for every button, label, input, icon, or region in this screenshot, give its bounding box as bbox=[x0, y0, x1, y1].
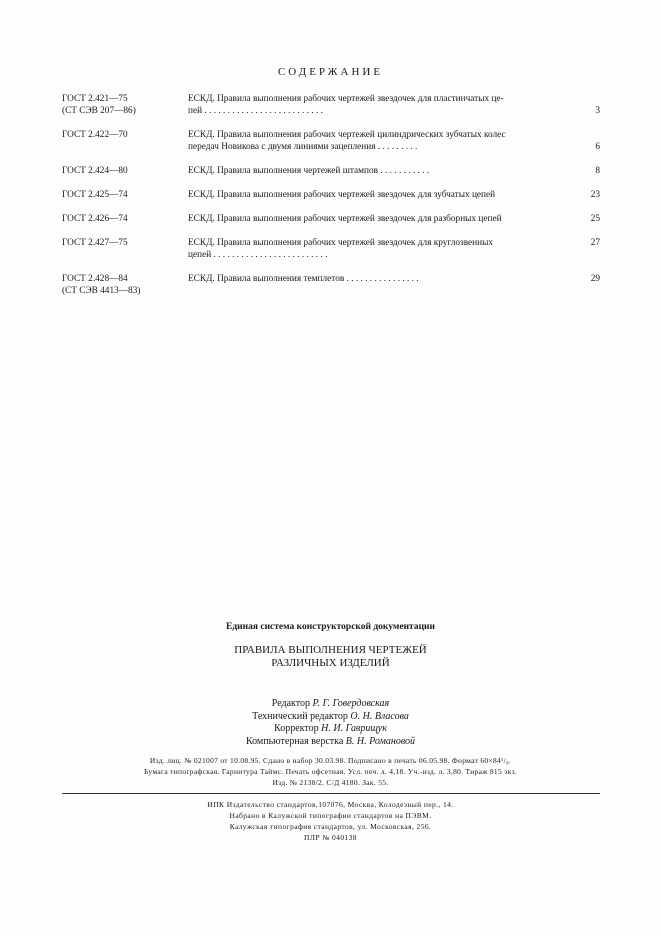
toc-code: ГОСТ 2.425—74 bbox=[62, 190, 128, 200]
toc-code: ГОСТ 2.427—75 bbox=[62, 238, 128, 248]
toc-title: ЕСКД. Правила выполнения рабочих чертежей звездочек для круглозвенных bbox=[188, 238, 494, 248]
credit-tech-editor: Технический редактор О. Н. Власова bbox=[252, 710, 409, 722]
toc-code-secondary: (СТ СЭВ 207—86) bbox=[62, 106, 136, 116]
series-name: Единая система конструкторской документации bbox=[226, 622, 435, 632]
publisher-line: Калужская типография стандартов, ул. Московская, 256. bbox=[229, 822, 432, 831]
toc-page-number: 25 bbox=[590, 214, 600, 224]
toc-page-number: 23 bbox=[590, 190, 600, 200]
imprint-line: Бумага типографская. Гарнитура Таймс. Печать офсетная. Усл. печ. л. 4,18. Уч.-изд. л. 3,80. Тираж 815 экз. bbox=[143, 767, 518, 776]
toc-title-cont: передач Новикова с двумя линиями зацепления . . . . . . . . . bbox=[188, 142, 418, 152]
divider bbox=[62, 793, 600, 794]
toc-code-secondary: (СТ СЭВ 4413—83) bbox=[62, 286, 141, 296]
toc-title: ЕСКД. Правила выполнения темплетов . . . . . . . . . . . . . . . . bbox=[188, 274, 419, 284]
credits bbox=[0, 698, 661, 748]
toc-page-number: 27 bbox=[590, 238, 600, 248]
toc-page-number: 29 bbox=[590, 274, 600, 284]
toc-title: ЕСКД. Правила выполнения рабочих чертежей звездочек для пластинчатых це- bbox=[188, 94, 504, 104]
toc-page-number: 8 bbox=[595, 166, 600, 176]
publisher-line: Набрано в Калужской типографии стандартов на ПЭВМ. bbox=[229, 811, 432, 820]
document-title-line: ПРАВИЛА ВЫПОЛНЕНИЯ ЧЕРТЕЖЕЙ bbox=[234, 644, 427, 656]
toc-code: ГОСТ 2.422—70 bbox=[62, 130, 128, 140]
toc-title: ЕСКД. Правила выполнения рабочих чертежей звездочек для зубчатых цепей bbox=[188, 190, 496, 200]
toc-title-cont: пей . . . . . . . . . . . . . . . . . . . . . . . . . . bbox=[188, 106, 323, 116]
document-title bbox=[0, 644, 661, 670]
imprint bbox=[0, 755, 661, 788]
publisher-info bbox=[0, 799, 661, 843]
toc-code: ГОСТ 2.426—74 bbox=[62, 214, 128, 224]
toc-title: ЕСКД. Правила выполнения рабочих чертежей звездочек для разборных цепей bbox=[188, 214, 502, 224]
document-title-line: РАЗЛИЧНЫХ ИЗДЕЛИЙ bbox=[271, 657, 390, 669]
toc-code: ГОСТ 2.421—75 bbox=[62, 94, 128, 104]
toc-title-cont: цепей . . . . . . . . . . . . . . . . . . . . . . . . . bbox=[188, 250, 328, 260]
toc-code: ГОСТ 2.424—80 bbox=[62, 166, 128, 176]
toc-code: ГОСТ 2.428—84 bbox=[62, 274, 128, 284]
credit-proofreader: Корректор Н. И. Гаврищук bbox=[274, 723, 387, 734]
toc-title: ЕСКД. Правила выполнения чертежей штампов . . . . . . . . . . . bbox=[188, 166, 430, 176]
imprint-line: Изд. № 2138/2. С/Д 4180. Зак. 55. bbox=[272, 778, 389, 787]
credit-editor: Редактор Р. Г. Говердовская bbox=[271, 698, 390, 709]
imprint-line: Изд. лиц. № 021007 от 10.08.95. Сдано в набор 30.03.98. Подписано в печать 06.05.98. Формат 60×84¹/₈. bbox=[149, 756, 512, 765]
publisher-line: ИПК Издательство стандартов,107076, Москва, Колодезный пер., 14. bbox=[207, 800, 454, 809]
credit-layout: Компьютерная верстка В. Н. Романовой bbox=[245, 735, 416, 747]
toc-title: ЕСКД. Правила выполнения рабочих чертежей цилиндрических зубчатых колес bbox=[188, 130, 506, 140]
toc-page-number: 6 bbox=[595, 142, 600, 152]
publisher-line: ПЛР № 040138 bbox=[304, 833, 357, 842]
toc-heading: СОДЕРЖАНИЕ bbox=[277, 66, 384, 78]
toc-page-number: 3 bbox=[595, 106, 600, 116]
